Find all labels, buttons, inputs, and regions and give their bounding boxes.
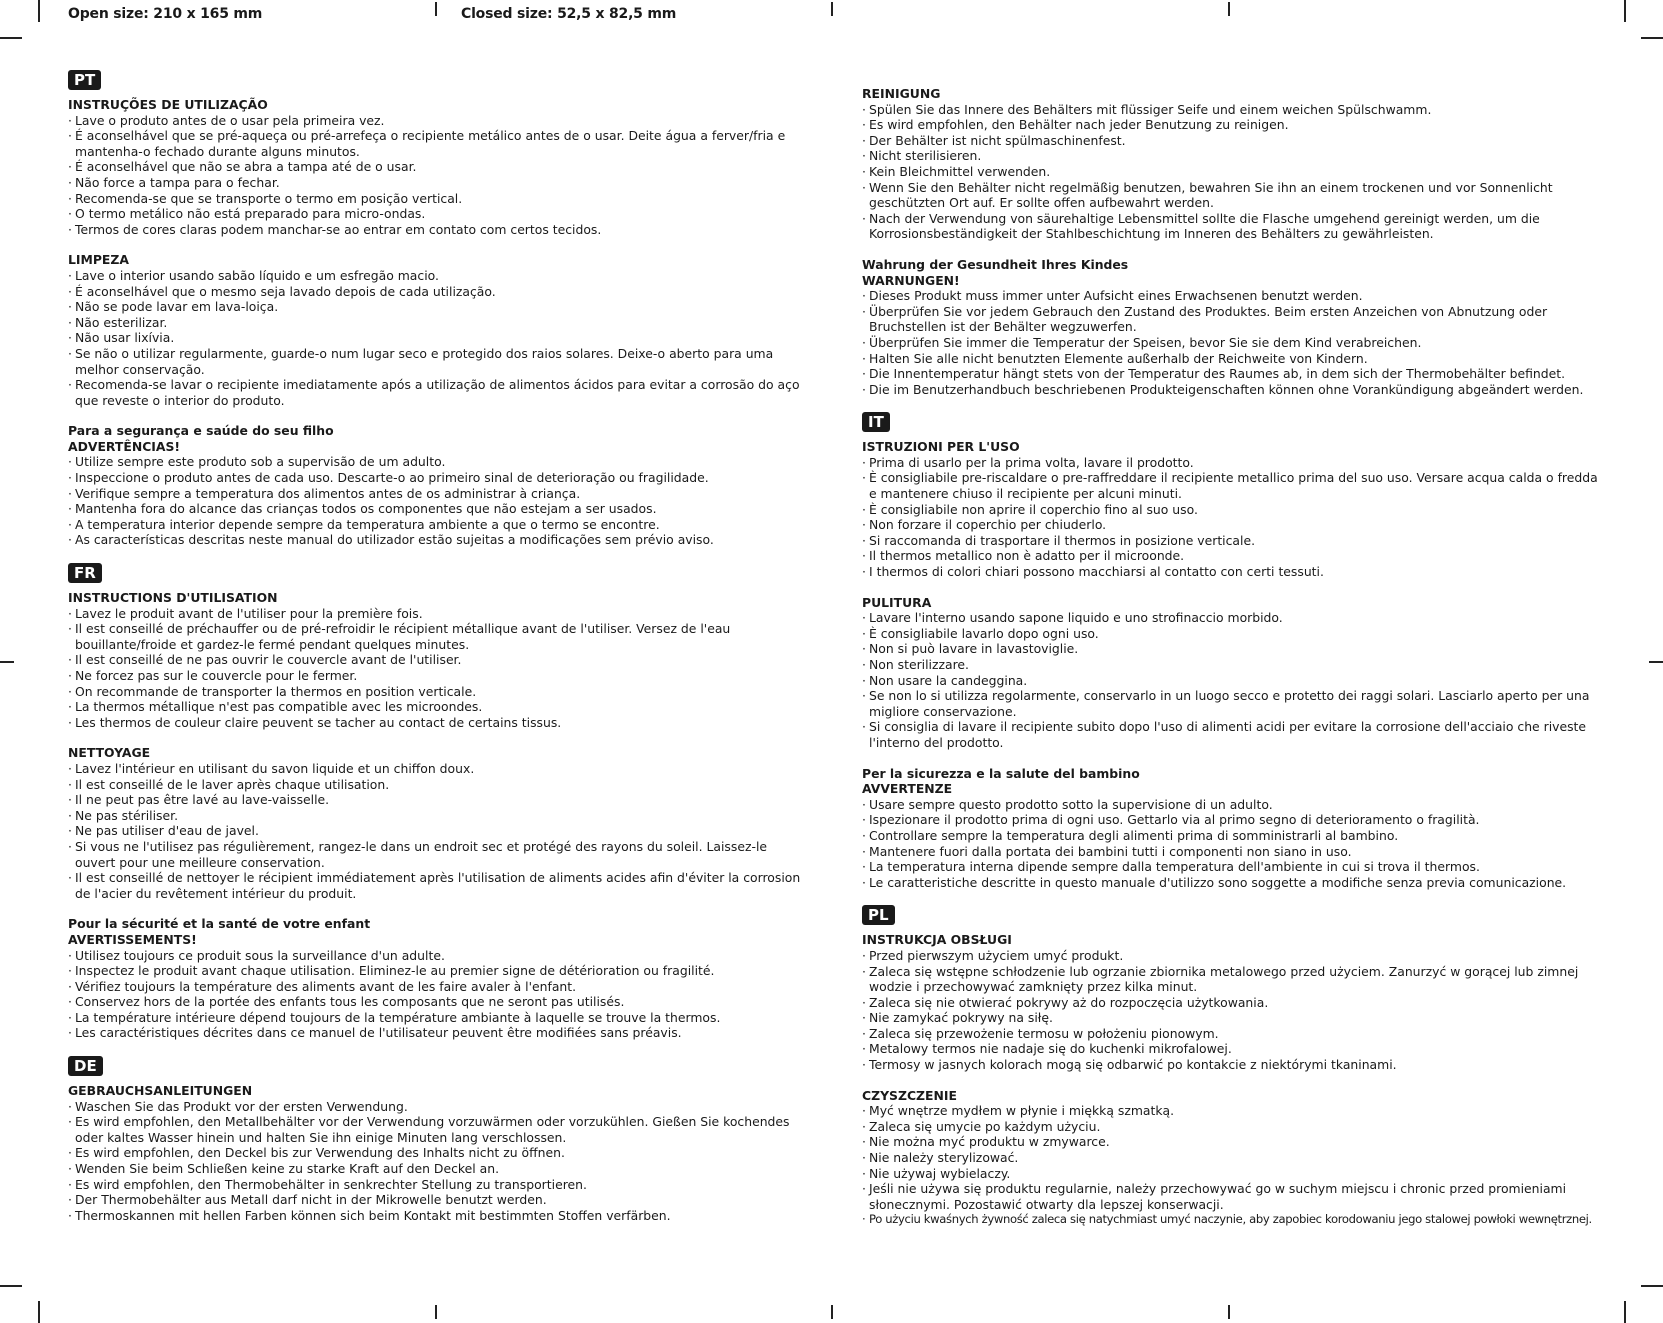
section-title: Para a segurança e saúde do seu filho — [68, 423, 334, 439]
language-badge-fr: FR — [68, 563, 102, 583]
list-item: · Waschen Sie das Produkt vor der ersten Verwendung. — [68, 1099, 808, 1115]
open-size-label: Open size: 210 x 165 mm — [68, 6, 263, 22]
crop-mark — [38, 1301, 40, 1323]
section-title: NETTOYAGE — [68, 745, 151, 761]
section-title: CZYSZCZENIE — [862, 1087, 957, 1103]
list-item: · Jeśli nie używa się produktu regularnie, należy przechowywać go w suchym miejscu i chronic przed promieniami słonecznymi. Pozostawić otwarty dla lepszej konserwacji. — [862, 1181, 1602, 1212]
list-item: · Si raccomanda di trasportare il thermos in posizione verticale. — [862, 533, 1602, 549]
section-subtitle: AVERTISSEMENTS! — [68, 931, 197, 947]
list-item: · Die Innentemperatur hängt stets von der Temperatur des Raumes ab, in dem sich der Thermobehälter befindet. — [862, 366, 1602, 382]
list-item: · Mantenere fuori dalla portata dei bambini tutti i componenti non siano in uso. — [862, 844, 1602, 860]
list-item: · Zaleca się wstępne schłodzenie lub ogrzanie zbiornika metalowego przed użyciem. Zanurzyć w gorącej lub zimnej wodzie i przechowywać zamknięty przez kilka minut. — [862, 964, 1602, 995]
list-item: · Utilisez toujours ce produit sous la surveillance d'un adulte. — [68, 948, 808, 964]
list-item: · As características descritas neste manual do utilizador estão sujeitas a modificações sem prévio aviso. — [68, 532, 808, 548]
fold-mark — [0, 661, 14, 663]
list-item: · Es wird empfohlen, den Metallbehälter vor der Verwendung vorzuwärmen oder vorzukühlen. Gießen Sie kochendes oder kaltes Wasser hinein und halten Sie ihn einige Minuten lang verschlossen. — [68, 1114, 808, 1145]
section-title: INSTRUKCJA OBSŁUGI — [862, 932, 1012, 948]
list-item: · Não esterilizar. — [68, 315, 808, 331]
fold-mark — [435, 2, 437, 16]
list-item: · Il est conseillé de le laver après chaque utilisation. — [68, 777, 808, 793]
section-title: ISTRUZIONI PER L'USO — [862, 439, 1020, 455]
list-item: · Lave o produto antes de o usar pela primeira vez. — [68, 113, 808, 129]
list-item: · Lavez l'intérieur en utilisant du savon liquide et un chiffon doux. — [68, 761, 808, 777]
instruction-section — [862, 257, 1602, 397]
section-title: REINIGUNG — [862, 86, 941, 101]
instruction-section — [68, 563, 808, 730]
instruction-section — [68, 70, 808, 237]
instruction-section — [68, 252, 808, 408]
language-badge-de: DE — [68, 1056, 103, 1076]
list-item: · Usare sempre questo prodotto sotto la supervisione di un adulto. — [862, 797, 1602, 813]
list-item: · Kein Bleichmittel verwenden. — [862, 164, 1602, 180]
instruction-section — [862, 412, 1602, 579]
section-subtitle: ADVERTÊNCIAS! — [68, 438, 181, 454]
fold-mark — [1228, 1305, 1230, 1319]
list-item: · Es wird empfohlen, den Thermobehälter in senkrechter Stellung zu transportieren. — [68, 1177, 808, 1193]
instruction-section — [68, 423, 808, 548]
instruction-section — [862, 1088, 1602, 1228]
list-item: · On recommande de transporter la thermos en position verticale. — [68, 684, 808, 700]
section-title: LIMPEZA — [68, 252, 129, 268]
instruction-section — [862, 766, 1602, 891]
list-item: · É aconselhável que não se abra a tampa até de o usar. — [68, 159, 808, 175]
list-item: · Il thermos metallico non è adatto per il microonde. — [862, 548, 1602, 564]
list-item: · Inspectez le produit avant chaque utilisation. Eliminez-le au premier signe de détérioration ou fragilité. — [68, 963, 808, 979]
section-title: GEBRAUCHSANLEITUNGEN — [68, 1083, 253, 1099]
crop-mark — [1624, 1301, 1626, 1323]
list-item: · O termo metálico não está preparado para micro-ondas. — [68, 206, 808, 222]
instruction-section — [862, 86, 1602, 242]
list-item: · Nie używaj wybielaczy. — [862, 1166, 1602, 1182]
left-column — [68, 70, 808, 1238]
right-column — [862, 86, 1602, 1243]
list-item: · Não se pode lavar em lava-loiça. — [68, 299, 808, 315]
list-item: · Ne forcez pas sur le couvercle pour le fermer. — [68, 668, 808, 684]
list-item: · Nie należy sterylizować. — [862, 1150, 1602, 1166]
list-item: · Inspeccione o produto antes de cada uso. Descarte-o ao primeiro sinal de deterioração ou fragilidade. — [68, 470, 808, 486]
list-item: · Prima di usarlo per la prima volta, lavare il prodotto. — [862, 455, 1602, 471]
list-item: · Zaleca się przewożenie termosu w położeniu pionowym. — [862, 1026, 1602, 1042]
crop-mark — [1641, 1285, 1663, 1287]
list-item: · Ispezionare il prodotto prima di ogni uso. Gettarlo via al primo segno di deterioramento o fragilità. — [862, 812, 1602, 828]
language-badge-it: IT — [862, 412, 890, 432]
fold-mark — [831, 2, 833, 16]
list-item: · Se não o utilizar regularmente, guarde-o num lugar seco e protegido dos raios solares. Deixe-o aberto para uma melhor conservação. — [68, 346, 808, 377]
list-item: · Il est conseillé de préchauffer ou de pré-refroidir le récipient métallique avant de l'utiliser. Versez de l'eau bouillante/froide et gardez-le fermé pendant quelques minutes. — [68, 621, 808, 652]
list-item: · Vérifiez toujours la température des aliments avant de les faire avaler à l'enfant. — [68, 979, 808, 995]
list-item: · Il est conseillé de ne pas ouvrir le couvercle avant de l'utiliser. — [68, 652, 808, 668]
section-title: Wahrung der Gesundheit Ihres Kindes — [862, 256, 1129, 272]
list-item: · Myć wnętrze mydłem w płynie i miękką szmatką. — [862, 1103, 1602, 1119]
list-item: · Thermoskannen mit hellen Farben können sich beim Kontakt mit bestimmten Stoffen verfärben. — [68, 1208, 808, 1224]
list-item: · Non sterilizzare. — [862, 657, 1602, 673]
list-item: · È consigliabile lavarlo dopo ogni uso. — [862, 626, 1602, 642]
list-item: · Utilize sempre este produto sob a supervisão de um adulto. — [68, 454, 808, 470]
list-item: · Wenden Sie beim Schließen keine zu starke Kraft auf den Deckel an. — [68, 1161, 808, 1177]
list-item: · Metalowy termos nie nadaje się do kuchenki mikrofalowej. — [862, 1041, 1602, 1057]
list-item: · Przed pierwszym użyciem umyć produkt. — [862, 948, 1602, 964]
list-item: · Lavare l'interno usando sapone liquido e uno strofinaccio morbido. — [862, 610, 1602, 626]
list-item: · Lavez le produit avant de l'utiliser pour la première fois. — [68, 606, 808, 622]
list-item: · Le caratteristiche descritte in questo manuale d'utilizzo sono soggette a modifiche senza previa comunicazione. — [862, 875, 1602, 891]
section-subtitle: WARNUNGEN! — [862, 272, 960, 288]
crop-mark — [0, 37, 22, 39]
instruction-section — [862, 905, 1602, 1072]
section-title: Per la sicurezza e la salute del bambino — [862, 765, 1140, 781]
list-item: · Po użyciu kwaśnych żywność zaleca się natychmiast umyć naczynie, aby zapobiec korodowaniu jego stalowej powłoki wewnętrznej. — [862, 1212, 1602, 1228]
list-item: · Se non lo si utilizza regolarmente, conservarlo in un luogo secco e protetto dei raggi solari. Lasciarlo aperto per una migliore conservazione. — [862, 688, 1602, 719]
fold-mark — [831, 1305, 833, 1319]
list-item: · È consigliabile non aprire il coperchio fino al suo uso. — [862, 502, 1602, 518]
list-item: · Les thermos de couleur claire peuvent se tacher au contact de certains tissus. — [68, 715, 808, 731]
list-item: · I thermos di colori chiari possono macchiarsi al contatto con certi tessuti. — [862, 564, 1602, 580]
list-item: · Wenn Sie den Behälter nicht regelmäßig benutzen, bewahren Sie ihn an einem trockenen und vor Sonnenlicht geschützten Ort auf. Er sollte offen aufbewahrt werden. — [862, 180, 1602, 211]
fold-mark — [1649, 661, 1663, 663]
list-item: · Überprüfen Sie immer die Temperatur der Speisen, bevor Sie sie dem Kind verabreichen. — [862, 335, 1602, 351]
list-item: · Nie zamykać pokrywy na siłę. — [862, 1010, 1602, 1026]
list-item: · Die im Benutzerhandbuch beschriebenen Produkteigenschaften können ohne Vorankündigung abgeändert werden. — [862, 382, 1602, 398]
list-item: · Nach der Verwendung von säurehaltige Lebensmittel sollte die Flasche umgehend gereinigt werden, um die Korrosionsbeständigkeit der Stahlbeschichtung im Inneren des Behälters zu gewährleisten. — [862, 211, 1602, 242]
list-item: · Der Thermobehälter aus Metall darf nicht in der Mikrowelle benutzt werden. — [68, 1192, 808, 1208]
section-title: INSTRUCTIONS D'UTILISATION — [68, 590, 278, 606]
list-item: · A temperatura interior depende sempre da temperatura ambiente a que o termo se encontre. — [68, 517, 808, 533]
list-item: · Si consiglia di lavare il recipiente subito dopo l'uso di alimenti acidi per evitare la corrosione dell'acciaio che riveste l'interno del prodotto. — [862, 719, 1602, 750]
list-item: · Der Behälter ist nicht spülmaschinenfest. — [862, 133, 1602, 149]
list-item: · Il ne peut pas être lavé au lave-vaisselle. — [68, 792, 808, 808]
crop-mark — [1624, 0, 1626, 22]
section-title: Pour la sécurité et la santé de votre enfant — [68, 916, 371, 932]
crop-mark — [38, 0, 40, 22]
list-item: · Les caractéristiques décrites dans ce manuel de l'utilisateur peuvent être modifiées sans préavis. — [68, 1025, 808, 1041]
fold-mark — [435, 1305, 437, 1319]
list-item: · Conservez hors de la portée des enfants tous les composants que ne seront pas utilisés. — [68, 994, 808, 1010]
list-item: · Es wird empfohlen, den Deckel bis zur Verwendung des Inhalts nicht zu öffnen. — [68, 1145, 808, 1161]
list-item: · Não usar lixívia. — [68, 330, 808, 346]
list-item: · Verifique sempre a temperatura dos alimentos antes de os administrar à criança. — [68, 486, 808, 502]
list-item: · Si vous ne l'utilisez pas régulièrement, rangez-le dans un endroit sec et protégé des rayons du soleil. Laissez-le ouvert pour une meilleure conservation. — [68, 839, 808, 870]
instruction-section — [68, 745, 808, 901]
instruction-section — [862, 595, 1602, 751]
list-item: · Zaleca się umycie po każdym użyciu. — [862, 1119, 1602, 1135]
list-item: · La température intérieure dépend toujours de la température ambiante à laquelle se trouve la thermos. — [68, 1010, 808, 1026]
crop-mark — [0, 1285, 22, 1287]
list-item: · Termos de cores claras podem manchar-se ao entrar em contato com certos tecidos. — [68, 222, 808, 238]
list-item: · Zaleca się nie otwierać pokrywy aż do rozpoczęcia użytkowania. — [862, 995, 1602, 1011]
list-item: · Recomenda-se lavar o recipiente imediatamente após a utilização de alimentos ácidos para evitar a corrosão do aço que reveste o interior do produto. — [68, 377, 808, 408]
list-item: · Ne pas utiliser d'eau de javel. — [68, 823, 808, 839]
section-title: INSTRUÇÕES DE UTILIZAÇÃO — [68, 97, 268, 112]
section-subtitle: AVVERTENZE — [862, 781, 953, 797]
section-title: PULITURA — [862, 594, 932, 610]
list-item: · Mantenha fora do alcance das crianças todos os componentes que não estejam a ser usados. — [68, 501, 808, 517]
list-item: · Lave o interior usando sabão líquido e um esfregão macio. — [68, 268, 808, 284]
list-item: · Recomenda-se que se transporte o termo em posição vertical. — [68, 191, 808, 207]
list-item: · Não force a tampa para o fechar. — [68, 175, 808, 191]
closed-size-label: Closed size: 52,5 x 82,5 mm — [461, 6, 677, 22]
language-badge-pt: PT — [68, 70, 101, 90]
list-item: · Non usare la candeggina. — [862, 673, 1602, 689]
list-item: · Spülen Sie das Innere des Behälters mit flüssiger Seife und einem weichen Spülschwamm. — [862, 102, 1602, 118]
list-item: · Controllare sempre la temperatura degli alimenti prima di somministrarli al bambino. — [862, 828, 1602, 844]
list-item: · Non si può lavare in lavastoviglie. — [862, 641, 1602, 657]
list-item: · Ne pas stériliser. — [68, 808, 808, 824]
list-item: · Halten Sie alle nicht benutzten Elemente außerhalb der Reichweite von Kindern. — [862, 351, 1602, 367]
list-item: · Dieses Produkt muss immer unter Aufsicht eines Erwachsenen benutzt werden. — [862, 288, 1602, 304]
language-badge-pl: PL — [862, 905, 895, 925]
list-item: · Es wird empfohlen, den Behälter nach jeder Benutzung zu reinigen. — [862, 117, 1602, 133]
list-item: · Nie można myć produktu w zmywarce. — [862, 1134, 1602, 1150]
list-item: · Überprüfen Sie vor jedem Gebrauch den Zustand des Produktes. Beim ersten Anzeichen von Abnutzung oder Bruchstellen ist der Behälter wegzuwerfen. — [862, 304, 1602, 335]
crop-mark — [1641, 37, 1663, 39]
list-item: · Termosy w jasnych kolorach mogą się odbarwić po kontakcie z niektórymi tkaninami. — [862, 1057, 1602, 1073]
list-item: · La thermos métallique n'est pas compatible avec les microondes. — [68, 699, 808, 715]
fold-mark — [1228, 2, 1230, 16]
list-item: · É aconselhável que se pré-aqueça ou pré-arrefeça o recipiente metálico antes de o usar. Deite água a ferver/fria e mantenha-o fechado durante alguns minutos. — [68, 128, 808, 159]
list-item: · Non forzare il coperchio per chiuderlo. — [862, 517, 1602, 533]
list-item: · É aconselhável que o mesmo seja lavado depois de cada utilização. — [68, 284, 808, 300]
list-item: · Il est conseillé de nettoyer le récipient immédiatement après l'utilisation de aliments acides afin d'éviter la corrosion de l'acier du revêtement intérieur du produit. — [68, 870, 808, 901]
list-item: · La temperatura interna dipende sempre dalla temperatura dell'ambiente in cui si trova il thermos. — [862, 859, 1602, 875]
instruction-section — [68, 916, 808, 1041]
list-item: · È consigliabile pre-riscaldare o pre-raffreddare il recipiente metallico prima del suo uso. Versare acqua calda o fredda e mantenere chiuso il recipiente per alcuni minuti. — [862, 470, 1602, 501]
list-item: · Nicht sterilisieren. — [862, 148, 1602, 164]
instruction-section — [68, 1056, 808, 1223]
